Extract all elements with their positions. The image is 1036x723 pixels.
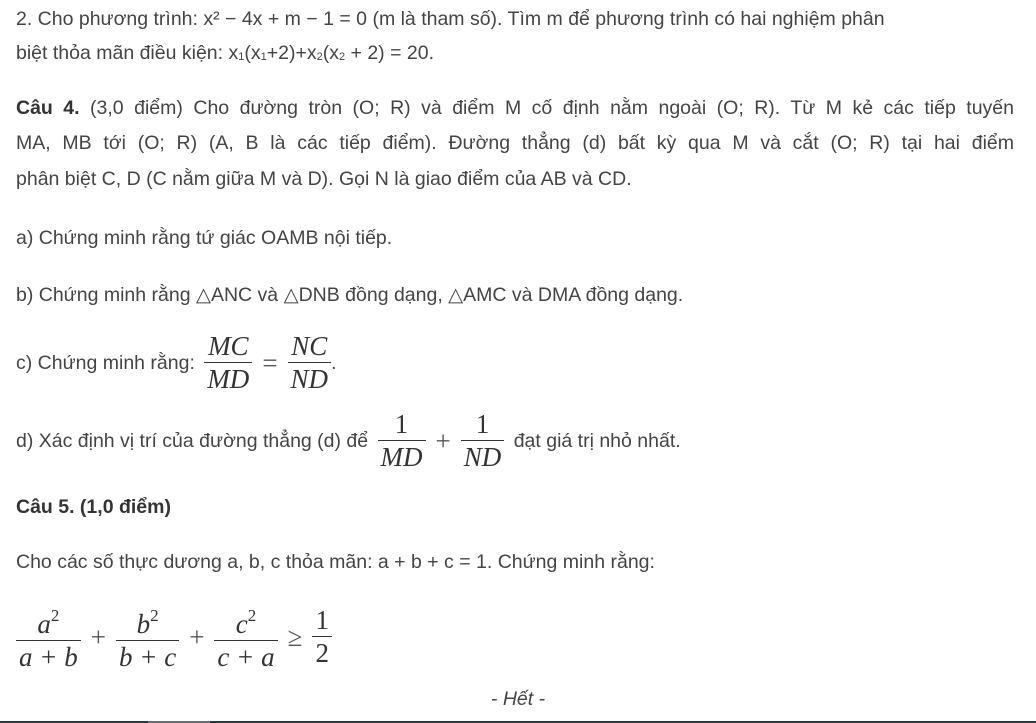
problem2-condition-part: (x: [244, 42, 261, 64]
fraction-numerator: 1: [475, 409, 490, 440]
question4-intro-2: MA, MB tới (O; R) (A, B là các tiếp điểm). Đường thẳng (d) bất kỳ qua M và cắt (O; R) tại hai điểm: [16, 132, 1014, 154]
question4-line2: [16, 128, 1014, 158]
fraction-denominator: MD: [378, 440, 426, 473]
fraction-1-nd: [461, 408, 505, 473]
part-d-end-text: đạt giá trị nhỏ nhất.: [508, 429, 681, 452]
question4-part-b: [16, 280, 683, 310]
subscript-1: 1: [238, 51, 245, 63]
subscript-2: 2: [316, 51, 323, 63]
fraction-denominator: c + a: [214, 640, 277, 673]
plus-sign: +: [189, 621, 205, 652]
fraction-denominator: MD: [204, 362, 252, 395]
greater-equal-sign: ≥: [287, 621, 303, 652]
question5-inequality: [16, 600, 336, 670]
fraction-denominator: ND: [461, 440, 505, 473]
fraction-denominator: b + c: [116, 640, 179, 673]
plus-sign: +: [90, 621, 106, 652]
part-d-text: d) Xác định vị trí của đường thẳng (d) để: [16, 429, 374, 452]
fraction-numerator: 1: [394, 409, 409, 440]
problem2-condition-prefix: biệt thỏa mãn điều kiện: x: [16, 42, 239, 64]
period: .: [331, 351, 337, 374]
fraction-1-md: [378, 408, 426, 473]
subscript-2: 2: [338, 51, 346, 63]
fraction-numerator: $b^2$: [136, 606, 159, 639]
fraction-nc-nd: [288, 330, 332, 395]
part-c-text: c) Chứng minh rằng:: [16, 351, 201, 374]
question4-line3: [16, 164, 632, 194]
question4-title: Câu 4.: [16, 97, 80, 119]
part-a-text: a) Chứng minh rằng tứ giác OAMB nội tiếp.: [16, 227, 393, 249]
subscript-1: 1: [260, 51, 267, 63]
problem2-line2: [16, 38, 434, 72]
fraction-mc-md: [204, 330, 252, 395]
fraction-numerator: $a^2$: [37, 606, 60, 639]
fraction-numerator: 1: [315, 605, 329, 635]
question4-part-c: [16, 330, 336, 394]
question4-line1: [16, 93, 1014, 123]
problem2-line1: [16, 4, 885, 34]
question5-statement: Cho các số thực dương a, b, c thỏa mãn: a + b + c = 1. Chứng minh rằng:: [16, 551, 655, 573]
problem2-text: 2. Cho phương trình: x² − 4x + m − 1 = 0 (m là tham số). Tìm m để phương trình có hai nghiệm phân: [16, 8, 885, 30]
fraction-b2-over-b-plus-c: [116, 600, 179, 673]
fraction-numerator: $c^2$: [235, 606, 257, 639]
question4-intro: (3,0 điểm) Cho đường tròn (O; R) và điểm M cố định nằm ngoài (O; R). Từ M kẻ các tiếp tuyến: [79, 97, 1014, 119]
question5-statement-line: [16, 547, 655, 577]
problem2-condition-part: +2)+x: [266, 42, 317, 64]
plus-sign: +: [435, 425, 451, 456]
fraction-denominator: ND: [288, 362, 332, 395]
fraction-one-half: [312, 604, 332, 669]
fraction-numerator: MC: [208, 331, 249, 362]
fraction-numerator: NC: [291, 331, 328, 362]
fraction-denominator: a + b: [16, 640, 81, 673]
question4-part-d: [16, 408, 681, 472]
question5-title: Câu 5. (1,0 điểm): [16, 496, 171, 518]
fraction-denominator: 2: [312, 636, 332, 669]
question5-title-line: [16, 492, 171, 522]
end-marker: - Hết -: [490, 688, 546, 710]
part-b-text: b) Chứng minh rằng △ANC và △DNB đồng dạng, △AMC và DMA đồng dạng.: [16, 284, 684, 306]
problem2-condition-part: (x: [322, 42, 339, 64]
equals-sign: =: [262, 347, 278, 378]
question4-part-a: [16, 223, 392, 253]
fraction-c2-over-c-plus-a: [214, 600, 277, 673]
problem2-condition-end: + 2) = 20.: [345, 42, 435, 64]
question4-intro-3: phân biệt C, D (C nằm giữa M và D). Gọi N là giao điểm của AB và CD.: [16, 168, 632, 190]
fraction-a2-over-a-plus-b: [16, 600, 81, 673]
